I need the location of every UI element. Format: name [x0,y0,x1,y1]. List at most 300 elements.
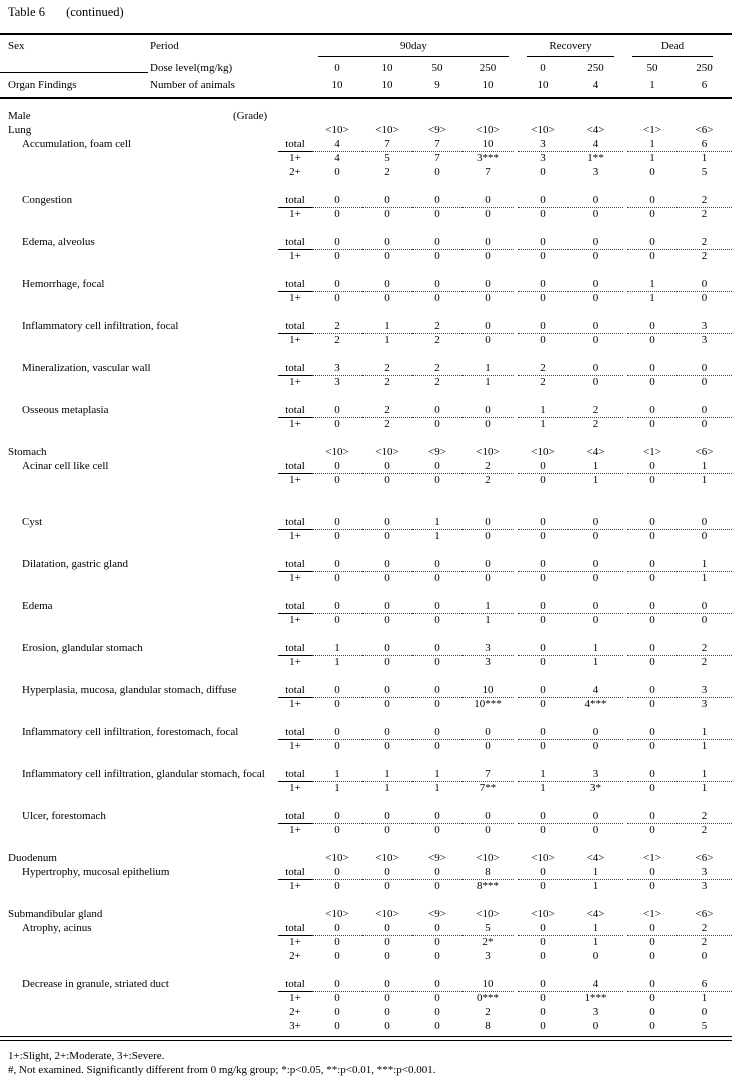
value-cell: 0 [540,334,546,346]
value-cell: 4 [568,683,623,698]
results-table [0,33,732,1077]
finding-row [0,557,732,571]
finding-block [0,683,732,711]
value-cell: 1 [568,641,623,656]
value-cell: 0 [649,530,655,542]
finding-block [0,319,732,347]
value-cell: 0 [649,880,655,892]
grade-row-label: total [278,361,312,376]
grade-row-label: total [278,319,312,334]
value-cell: 0 [462,193,514,208]
value-cell: 0 [592,614,599,626]
finding-row [0,809,732,823]
value-cell: 0 [334,824,340,836]
value-cell: 0 [649,572,655,584]
finding-name [0,151,278,165]
organ-findings-label-cell [0,77,278,94]
finding-name: Dilatation, gastric gland [22,558,128,570]
grade-row-label: 1+ [289,250,301,262]
grade-row-label: total [278,921,312,936]
finding-row [0,949,732,963]
value-cell: 0 [568,193,623,208]
value-cell: 2 [412,319,462,334]
value-cell: 3 [518,137,568,152]
finding-name: Ulcer, forestomach [22,810,106,822]
value-cell: 0 [649,992,655,1004]
value-cell: 1 [412,515,462,530]
value-cell: 2 [701,824,708,836]
value-cell: 0 [518,641,568,656]
animal-count-value: 1 [649,79,655,91]
grade-row-label: total [278,557,312,572]
value-cell: 0 [412,557,462,572]
value-cell: 2 [677,193,732,208]
value-cell: 0 [384,824,390,836]
value-cell: 0 [540,250,546,262]
value-cell: 1 [701,740,708,752]
value-cell: 0 [412,459,462,474]
grade-count-cell: <10> [531,446,555,458]
grade-row-label: total [278,865,312,880]
value-cell: 0 [434,250,440,262]
finding-name: Accumulation, foam cell [22,138,132,150]
grade-count-cell: <10> [375,908,399,920]
value-cell: 3 [592,1006,599,1018]
value-cell: 1 [649,292,655,304]
value-cell: 5 [462,921,514,936]
value-cell: 2 [384,418,390,430]
value-cell: 8*** [477,880,499,892]
value-cell: 0 [312,235,362,250]
row-label-spacer [278,123,312,137]
value-cell: 0 [362,725,412,740]
finding-row [0,291,732,305]
value-cell: 3 [568,767,623,782]
value-cell: 0 [362,557,412,572]
value-cell: 3 [334,376,340,388]
value-cell: 0 [627,865,677,880]
value-cell: 0 [592,208,599,220]
value-cell: 1 [312,641,362,656]
finding-row [0,725,732,739]
value-cell: 0 [462,319,514,334]
value-cell: 1 [649,152,655,164]
value-cell: 2 [362,361,412,376]
finding-name [0,655,278,669]
finding-block [0,515,732,543]
value-cell: 1 [540,418,546,430]
finding-name [0,781,278,795]
dose-level-label: Dose level(mg/kg) [150,62,233,74]
finding-row [0,529,732,543]
value-cell: 0 [312,683,362,698]
value-cell: 4 [312,137,362,152]
value-cell: 0 [312,277,362,292]
grade-row-label: total [278,235,312,250]
value-cell: 1 [592,474,599,486]
value-cell: 0 [334,418,340,430]
value-cell: 0 [485,292,491,304]
value-cell: 0 [485,740,491,752]
grade-row-label: 1+ [289,614,301,626]
value-cell: 2 [412,361,462,376]
value-cell: 0 [334,572,340,584]
value-cell: 0 [334,166,340,178]
finding-row [0,193,732,207]
grade-row-label: total [278,137,312,152]
row-label-spacer [278,60,312,77]
row-label-spacer [278,445,312,459]
row-label-spacer [278,77,312,94]
value-cell: 0 [627,557,677,572]
value-cell: 0 [649,418,655,430]
value-cell: 0 [649,824,655,836]
value-cell: 0 [701,376,708,388]
value-cell: 0 [540,166,546,178]
grade-count-cell: <4> [586,124,605,136]
grade-row-label: total [278,515,312,530]
grade-count-cell: <10> [531,124,555,136]
value-cell: 0 [592,824,599,836]
value-cell: 0 [434,936,440,948]
value-cell: 2 [677,809,732,824]
finding-name: Acinar cell like cell [22,460,109,472]
header-group-row [0,35,732,60]
value-cell: 0 [312,403,362,418]
finding-name: Inflammatory cell infiltration, glandular stomach, focal [22,768,265,780]
finding-name [0,165,278,179]
value-cell: 1 [312,767,362,782]
grade-row-label: total [278,683,312,698]
value-cell: 5 [384,152,390,164]
finding-name [0,613,278,627]
value-cell: 0 [384,1020,390,1032]
value-cell: 0 [627,235,677,250]
finding-name: Atrophy, acinus [22,922,92,934]
value-cell: 0 [627,403,677,418]
value-cell: 0 [701,950,708,962]
grade-count-cell: <10> [375,446,399,458]
value-cell: 1 [677,459,732,474]
finding-block [0,641,732,669]
value-cell: 0 [518,809,568,824]
finding-row [0,767,732,781]
value-cell: 2 [312,319,362,334]
value-cell: 0 [485,208,491,220]
value-cell: 0 [485,250,491,262]
value-cell: 4 [568,977,623,992]
value-cell: 0 [334,1020,340,1032]
value-cell: 3 [592,166,599,178]
finding-name [0,879,278,893]
value-cell: 0 [701,292,708,304]
value-cell: 0 [649,936,655,948]
grade-count-cell: <10> [476,852,500,864]
value-cell: 0 [592,376,599,388]
value-cell: 0 [649,698,655,710]
finding-name: Inflammatory cell infiltration, focal [22,320,179,332]
value-cell: 1 [701,572,708,584]
animal-count-value: 9 [434,79,440,91]
finding-name [0,291,278,305]
value-cell: 0 [434,418,440,430]
grade-count-cell: <6> [695,852,714,864]
table-title: Table 6 [8,5,45,19]
value-cell: 0 [518,277,568,292]
value-cell: 7** [479,782,497,794]
value-cell: 0 [462,557,514,572]
animal-count-value: 10 [331,79,343,91]
value-cell: 1 [518,767,568,782]
value-cell: 0 [568,599,623,614]
finding-row [0,655,732,669]
value-cell: 0 [334,530,340,542]
value-cell: 4*** [584,698,607,710]
value-cell: 0 [384,880,390,892]
value-cell: 2 [434,376,440,388]
value-cell: 0 [627,361,677,376]
value-cell: 0 [434,740,440,752]
value-cell: 0 [627,809,677,824]
finding-name [0,207,278,221]
value-cell: 0 [485,418,491,430]
finding-name [0,417,278,431]
value-cell: 0 [384,530,390,542]
value-cell: 0 [334,880,340,892]
value-cell: 0 [592,950,599,962]
value-cell: 0 [518,193,568,208]
value-cell: 0 [384,572,390,584]
value-cell: 0 [649,474,655,486]
value-cell: 1 [462,361,514,376]
value-cell: 0 [540,292,546,304]
grade-row-label: 2+ [289,1006,301,1018]
value-cell: 0 [384,208,390,220]
value-cell: 1 [701,474,708,486]
value-cell: 1 [485,614,491,626]
grade-row-label: 1+ [289,152,301,164]
sex-header-label: Sex [8,40,25,52]
value-cell: 0 [518,235,568,250]
finding-name [0,935,278,949]
finding-row [0,1005,732,1019]
grade-count-cell: <10> [531,852,555,864]
value-cell: 0 [412,977,462,992]
value-cell: 0 [334,292,340,304]
value-cell: 1 [540,782,546,794]
value-cell: 0 [384,698,390,710]
value-cell: 0 [627,977,677,992]
value-cell: 2 [677,921,732,936]
value-cell: 2 [485,474,491,486]
value-cell: 1 [701,782,708,794]
value-cell: 0 [312,193,362,208]
value-cell: 1 [412,767,462,782]
grade-row-label: 1+ [289,418,301,430]
value-cell: 0 [334,1006,340,1018]
grade-count-cell: <1> [643,124,661,136]
value-cell: 0 [362,235,412,250]
finding-name [0,1019,278,1033]
organ-name: Stomach [8,446,47,458]
grade-row-label: total [278,599,312,614]
value-cell: 3 [312,361,362,376]
organ-row [0,851,732,865]
value-cell: 0 [334,698,340,710]
value-cell: 2 [518,361,568,376]
organ-row [0,123,732,137]
value-cell: 0 [384,292,390,304]
value-cell: 0*** [477,992,499,1004]
value-cell: 1 [627,277,677,292]
finding-block [0,599,732,627]
value-cell: 0 [384,740,390,752]
value-cell: 0 [627,921,677,936]
grade-row-label: total [278,641,312,656]
grade-count-cell: <10> [476,908,500,920]
value-cell: 1 [592,880,599,892]
grade-count-cell: <6> [695,446,714,458]
grade-row-label: total [278,809,312,824]
dose-level-value: 250 [696,62,713,74]
value-cell: 0 [362,459,412,474]
value-cell: 0 [434,656,440,668]
value-cell: 0 [518,865,568,880]
value-cell: 0 [677,403,732,418]
finding-name: Cyst [22,516,43,528]
grade-count-cell: <10> [325,852,349,864]
footnote-grades: 1+:Slight, 2+:Moderate, 3+:Severe. [8,1050,165,1062]
value-cell: 0 [334,740,340,752]
value-cell: 2 [384,376,390,388]
value-cell: 2 [592,418,599,430]
value-cell: 0 [384,950,390,962]
grade-row-label: 1+ [289,698,301,710]
value-cell: 0 [434,1006,440,1018]
grade-row-label: total [278,277,312,292]
grade-count-cell: <1> [643,908,661,920]
value-cell: 3 [540,152,546,164]
value-cell: 0 [627,725,677,740]
finding-row [0,1019,732,1033]
grade-row-label: 1+ [289,292,301,304]
value-cell: 1 [334,656,340,668]
animal-count-value: 10 [537,79,549,91]
finding-name: Inflammatory cell infiltration, forestomach, focal [22,726,239,738]
grade-row-label: total [278,767,312,782]
value-cell: 0 [568,319,623,334]
value-cell: 0 [701,1006,708,1018]
value-cell: 0 [312,557,362,572]
value-cell: 0 [434,292,440,304]
dose-level-value: 50 [646,62,658,74]
value-cell: 10 [462,683,514,698]
value-cell: 1 [518,403,568,418]
value-cell: 0 [649,250,655,262]
value-cell: 0 [384,936,390,948]
value-cell: 0 [568,515,623,530]
value-cell: 3* [590,782,601,794]
grade-count-cell: <10> [325,908,349,920]
value-cell: 0 [649,1006,655,1018]
animal-count-value: 10 [381,79,393,91]
value-cell: 2 [462,459,514,474]
animal-count-value: 10 [482,79,494,91]
grade-row-label: total [278,725,312,740]
dose-level-value: 10 [381,62,393,74]
value-cell: 0 [462,725,514,740]
grade-count-cell: <9> [428,908,446,920]
organ-row [0,445,732,459]
value-cell: 4 [568,137,623,152]
value-cell: 0 [434,950,440,962]
value-cell: 0 [412,865,462,880]
value-cell: 8 [485,1020,491,1032]
finding-row [0,991,732,1005]
value-cell: 0 [627,599,677,614]
grade-row-label: 1+ [289,824,301,836]
finding-row [0,613,732,627]
value-cell: 0 [362,977,412,992]
finding-row [0,599,732,613]
finding-name: Decrease in granule, striated duct [22,978,169,990]
sex-value: Male [8,110,31,122]
grade-row-label: 1+ [289,992,301,1004]
value-cell: 0 [485,334,491,346]
value-cell: 0 [627,319,677,334]
sex-row [0,109,732,123]
finding-row [0,319,732,333]
value-cell: 0 [362,809,412,824]
value-cell: 0 [312,865,362,880]
value-cell: 0 [540,474,546,486]
value-cell: 0 [384,474,390,486]
grade-count-cell: <10> [476,124,500,136]
value-cell: 0 [434,474,440,486]
table-header [0,33,732,99]
finding-name [0,697,278,711]
value-cell: 1*** [584,992,607,1004]
value-cell: 0 [677,361,732,376]
value-cell: 3 [485,950,491,962]
number-of-animals-row [0,77,732,94]
grade-row-label: 2+ [289,166,301,178]
footnotes [0,1041,732,1077]
finding-row [0,333,732,347]
grade-row-label: 1+ [289,880,301,892]
value-cell: 0 [540,992,546,1004]
value-cell: 2 [677,641,732,656]
value-cell: 0 [434,1020,440,1032]
value-cell: 7 [462,767,514,782]
value-cell: 0 [540,656,546,668]
value-cell: 0 [677,515,732,530]
value-cell: 0 [334,992,340,1004]
value-cell: 0 [334,208,340,220]
value-cell: 0 [540,936,546,948]
value-cell: 1 [701,152,708,164]
grade-count-cell: <9> [428,446,446,458]
finding-row [0,403,732,417]
value-cell: 2 [701,208,708,220]
value-cell: 3 [677,865,732,880]
table-title-row [8,5,124,20]
value-cell: 0 [434,824,440,836]
footnote-significance: #, Not examined. Significantly different from 0 mg/kg group; *:p<0.05, **:p<0.01, ***:p<0.001. [8,1064,436,1076]
value-cell: 0 [384,656,390,668]
grade-row-label: 1+ [289,334,301,346]
value-cell: 0 [384,992,390,1004]
